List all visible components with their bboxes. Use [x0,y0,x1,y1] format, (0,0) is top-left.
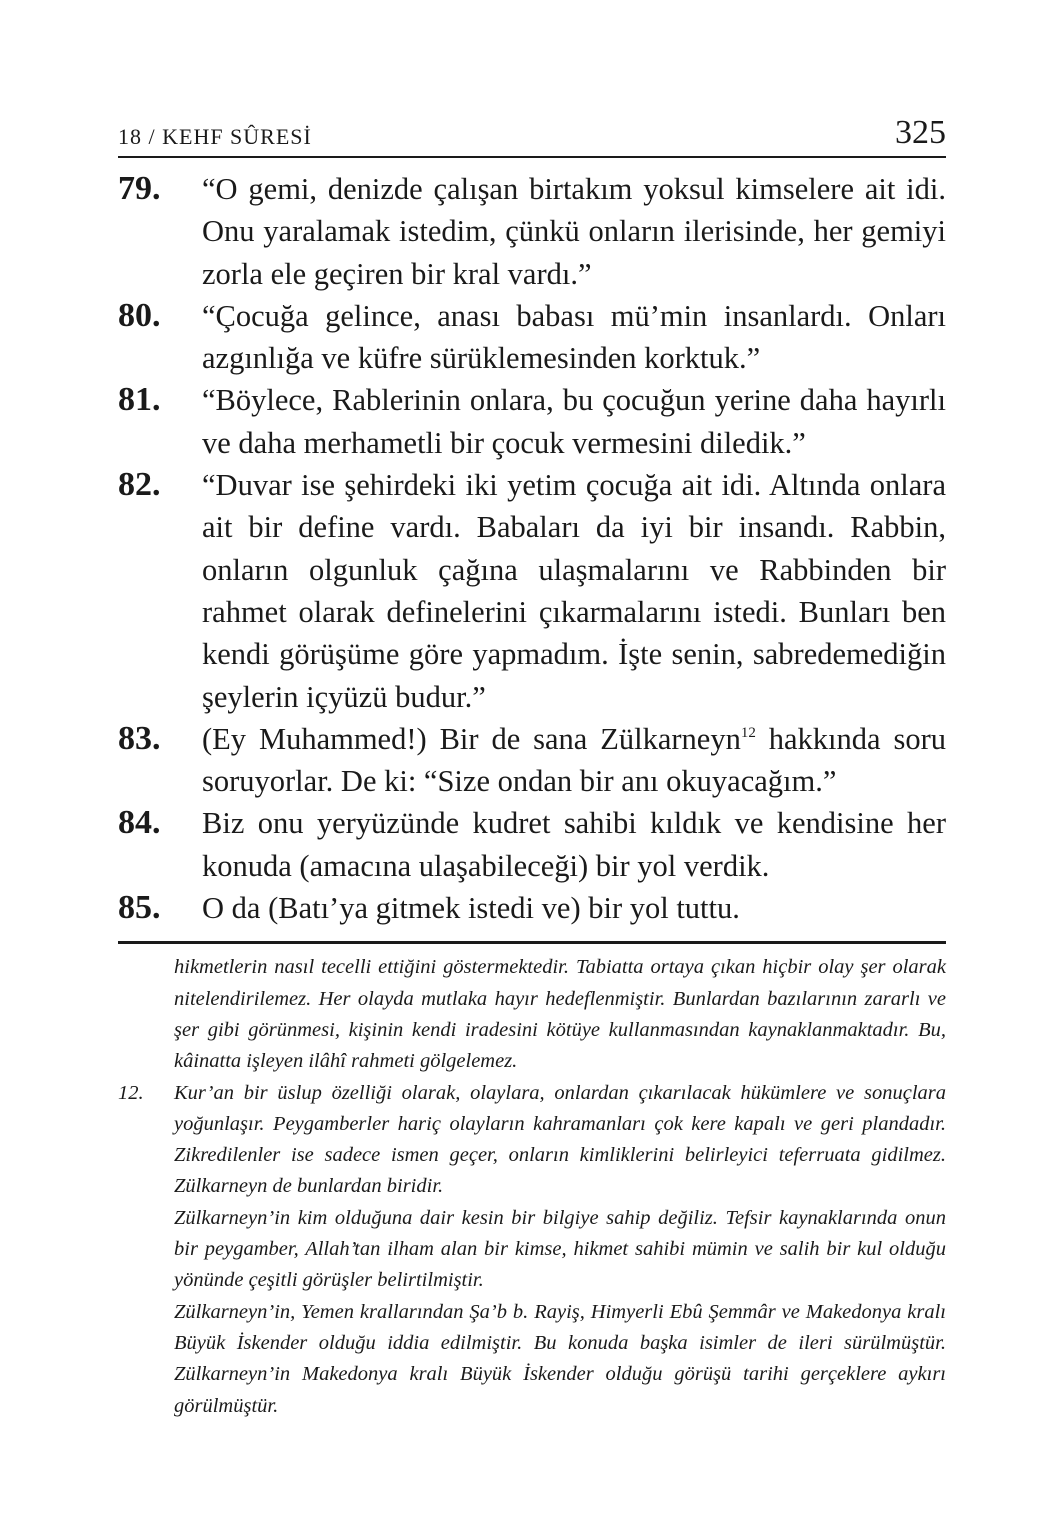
verse-text: “Çocuğa gelince, anası babası mü’min insanlardı. Onları azgınlığa ve küfre sürüklemesinden korktuk.” [202,298,946,376]
verse-85 [118,887,946,929]
verse-text [202,718,946,803]
footnotes [118,952,946,1421]
verse-number: 83. [118,719,161,757]
footnote-paragraph: Zülkarneyn’in kim olduğuna dair kesin bir bilgiye sahip değiliz. Tefsir kaynaklarında onun bir peygamber, Allah’tan ilham alan bir kimse, hikmet sahibi mümin ve salih bir kul olduğu yönünde çeşitli görüşler belirtilmiştir. [174,1206,946,1292]
verse-number: 79. [118,170,161,207]
verse-number: 81. [118,381,161,419]
verse-number: 85. [118,889,161,927]
footnote-paragraph: hikmetlerin nasıl tecelli ettiğini göstermektedir. Tabiatta ortaya çıkan hiçbir olay şer olarak nitelendirilemez. Her olayda mutlaka hayır hedeflenmiştir. Bunlardan bazılarının zararlı ve şer gibi görünmesi, kişinin kendi iradesini kötüye kullanmasından kaynaklanmaktadır. Bu, kâinatta işleyen ilâhî rahmeti gölgelemez. [174,956,946,1073]
footnote-continuation [118,952,946,1077]
running-head: 18 / KEHF SÛRESİ [118,124,312,149]
page-number: 325 [895,114,946,151]
footnote-reference-12[interactable]: 12 [740,724,756,741]
footnote-divider [118,941,946,944]
book-page [118,112,946,1422]
verse-number: 82. [118,466,161,504]
footnote-paragraph: Kur’an bir üslup özelliği olarak, olaylara, onlardan çıkarılacak hükümlere ve sonuçlara yoğunlaşır. Peygamberler hariç olayların kahramanları çok kere kapalı ve geri plandadır. Zikredilenler ise sadece ismen geçer, onların kimliklerini belirleyici teferruata gidilmez. Zülkarneyn de bunlardan biridir. [174,1081,946,1198]
verse-text: O da (Batı’ya gitmek istedi ve) bir yol tuttu. [202,891,740,926]
verse-79 [118,168,946,295]
verse-80 [118,295,946,380]
footnote-12 [118,1078,946,1422]
verse-text: Biz onu yeryüzünde kudret sahibi kıldık ve kendisine her konuda (amacına ulaşabileceği) bir yol verdik. [202,806,946,883]
verse-82 [118,464,946,718]
verse-list [118,168,946,929]
verse-text-before-ref: (Ey Muhammed!) Bir de sana Zülkarneyn [202,721,741,756]
verse-text-after-ref: hakkında soru soruyorlar. De ki: “Size ondan bir anı okuyacağım.” [202,721,946,799]
verse-text: “Böylece, Rablerinin onlara, bu çocuğun yerine daha hayırlı ve daha merhametli bir çocuk vermesini diledik.” [202,383,946,460]
footnote-number: 12. [118,1081,144,1104]
verse-81 [118,379,946,464]
verse-number: 80. [118,296,161,334]
page-header [118,112,946,158]
verse-text: “Duvar ise şehirdeki iki yetim çocuğa ait idi. Altında onlara ait bir define vardı. Babaları da iyi bir insandı. Rabbin, onların olgunluk çağına ulaşmalarını ve Rabbinden bir rahmet olarak definelerini çıkarmalarını istedi. Bunları ben kendi görüşüme göre yapmadım. İşte senin, sabredemediğin şeylerin içyüzü budur.” [202,468,946,714]
verse-number: 84. [118,804,161,842]
verse-84 [118,802,946,887]
verse-text: “O gemi, denizde çalışan birtakım yoksul kimselere ait idi. Onu yaralamak istedim, çünkü onların ilerisinde, her gemiyi zorla ele geçiren bir kral vardı.” [202,172,946,291]
verse-83 [118,718,946,803]
footnote-paragraph: Zülkarneyn’in, Yemen krallarından Şa’b b. Rayiş, Himyerli Ebû Şemmâr ve Makedonya kralı Büyük İskender olduğu iddia edilmiştir. Bu konuda başka isimler de ileri sürülmüştür. Zülkarneyn’in Makedonya kralı Büyük İskender olduğu görüşü tarihi gerçeklere aykırı görülmüştür. [174,1300,946,1417]
